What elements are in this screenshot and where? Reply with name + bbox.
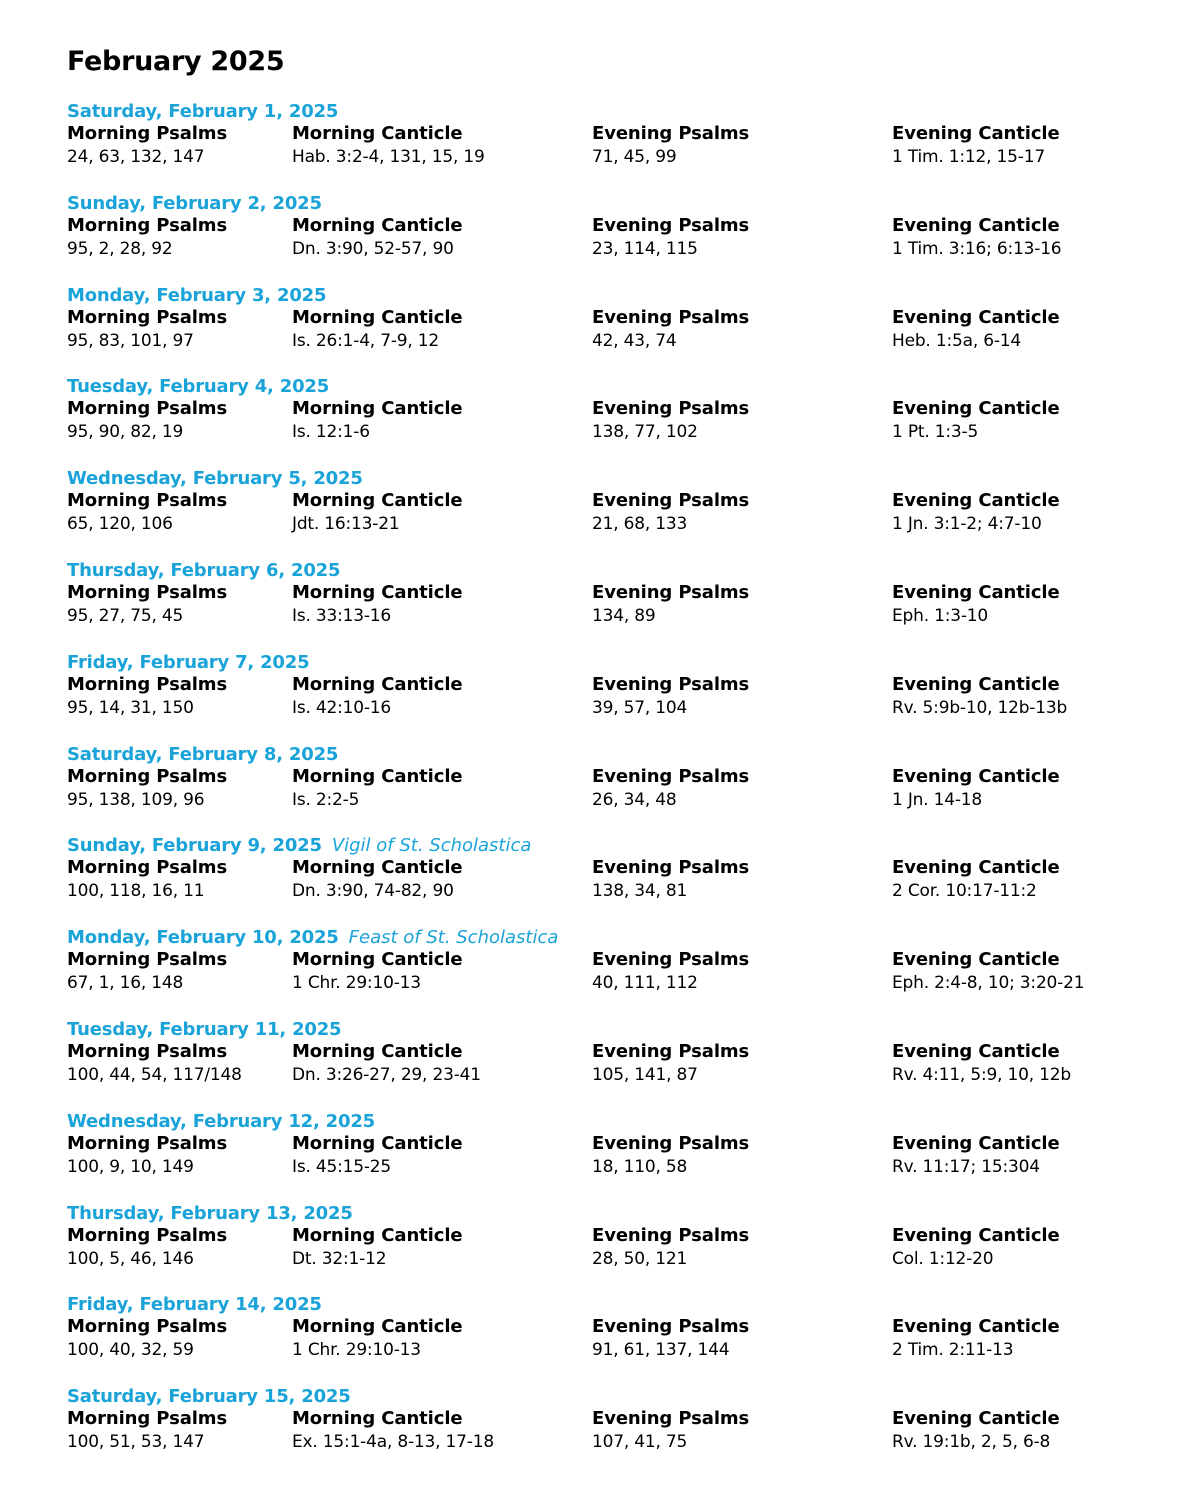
evening-canticle-value: Eph. 1:3-10: [892, 606, 989, 626]
morning-canticle-label: Morning Canticle: [292, 215, 463, 236]
evening-canticle-label: Evening Canticle: [892, 398, 1060, 419]
morning-psalms-value: 100, 40, 32, 59: [67, 1340, 194, 1360]
evening-canticle-column: [892, 1224, 1060, 1271]
day-date: Friday, February 7, 2025: [67, 652, 310, 673]
morning-psalms-column: [67, 673, 227, 720]
day-feast: Vigil of St. Scholastica: [331, 835, 532, 856]
evening-canticle-column: [892, 948, 1084, 995]
day-heading: [67, 834, 531, 858]
evening-canticle-label: Evening Canticle: [892, 1133, 1060, 1154]
morning-psalms-column: [67, 1040, 242, 1087]
day-date: Tuesday, February 4, 2025: [67, 376, 330, 397]
evening-canticle-value: Rv. 5:9b-10, 12b-13b: [892, 698, 1068, 718]
morning-psalms-label: Morning Psalms: [67, 857, 228, 878]
morning-psalms-value: 95, 83, 101, 97: [67, 331, 194, 351]
evening-psalms-label: Evening Psalms: [592, 949, 750, 970]
day-heading: [67, 1202, 353, 1226]
morning-canticle-column: [292, 214, 463, 261]
evening-psalms-label: Evening Psalms: [592, 215, 750, 236]
evening-canticle-column: [892, 581, 1060, 628]
morning-psalms-label: Morning Psalms: [67, 1133, 228, 1154]
morning-canticle-label: Morning Canticle: [292, 766, 463, 787]
evening-psalms-column: [592, 122, 749, 169]
day-entry: [67, 284, 1167, 364]
evening-psalms-label: Evening Psalms: [592, 766, 750, 787]
evening-canticle-value: 2 Cor. 10:17-11:2: [892, 881, 1037, 901]
evening-canticle-column: [892, 1407, 1060, 1454]
evening-canticle-column: [892, 397, 1060, 444]
evening-canticle-label: Evening Canticle: [892, 490, 1060, 511]
evening-psalms-column: [592, 1407, 749, 1454]
morning-psalms-label: Morning Psalms: [67, 490, 228, 511]
evening-psalms-value: 71, 45, 99: [592, 147, 677, 167]
day-heading: [67, 467, 363, 491]
morning-psalms-label: Morning Psalms: [67, 949, 228, 970]
evening-psalms-label: Evening Psalms: [592, 1041, 750, 1062]
evening-psalms-label: Evening Psalms: [592, 398, 750, 419]
day-entry: [67, 1110, 1167, 1190]
evening-canticle-label: Evening Canticle: [892, 123, 1060, 144]
day-date: Friday, February 14, 2025: [67, 1294, 322, 1315]
evening-canticle-label: Evening Canticle: [892, 1225, 1060, 1246]
morning-psalms-column: [67, 856, 227, 903]
day-heading: [67, 743, 338, 767]
evening-canticle-value: 1 Tim. 3:16; 6:13-16: [892, 239, 1062, 259]
day-heading: [67, 100, 338, 124]
evening-psalms-column: [592, 489, 749, 536]
evening-psalms-column: [592, 948, 749, 995]
evening-psalms-label: Evening Psalms: [592, 1133, 750, 1154]
evening-psalms-value: 39, 57, 104: [592, 698, 688, 718]
evening-psalms-value: 107, 41, 75: [592, 1432, 688, 1452]
morning-psalms-column: [67, 581, 227, 628]
evening-canticle-column: [892, 122, 1060, 169]
evening-canticle-label: Evening Canticle: [892, 766, 1060, 787]
morning-psalms-label: Morning Psalms: [67, 766, 228, 787]
evening-psalms-column: [592, 214, 749, 261]
day-entry: [67, 651, 1167, 731]
morning-psalms-column: [67, 1315, 227, 1362]
morning-psalms-column: [67, 1407, 227, 1454]
morning-canticle-column: [292, 1040, 481, 1087]
evening-canticle-value: Eph. 2:4-8, 10; 3:20-21: [892, 973, 1085, 993]
day-entry: [67, 1202, 1167, 1282]
morning-psalms-label: Morning Psalms: [67, 674, 228, 695]
evening-psalms-column: [592, 581, 749, 628]
morning-canticle-value: Ex. 15:1-4a, 8-13, 17-18: [292, 1432, 494, 1452]
morning-psalms-value: 95, 27, 75, 45: [67, 606, 184, 626]
evening-canticle-label: Evening Canticle: [892, 1041, 1060, 1062]
day-date: Thursday, February 6, 2025: [67, 560, 341, 581]
day-feast: Feast of St. Scholastica: [348, 927, 559, 948]
morning-canticle-label: Morning Canticle: [292, 1408, 463, 1429]
evening-canticle-column: [892, 765, 1060, 812]
morning-psalms-label: Morning Psalms: [67, 307, 228, 328]
morning-canticle-value: 1 Chr. 29:10-13: [292, 1340, 421, 1360]
day-date: Sunday, February 9, 2025: [67, 835, 322, 856]
evening-psalms-column: [592, 1224, 749, 1271]
evening-canticle-value: Heb. 1:5a, 6-14: [892, 331, 1022, 351]
evening-psalms-label: Evening Psalms: [592, 1225, 750, 1246]
day-entry: [67, 743, 1167, 823]
morning-canticle-value: Jdt. 16:13-21: [292, 514, 400, 534]
evening-psalms-label: Evening Psalms: [592, 674, 750, 695]
evening-canticle-label: Evening Canticle: [892, 674, 1060, 695]
morning-canticle-column: [292, 1224, 463, 1271]
day-entry: [67, 1385, 1167, 1465]
day-entry: [67, 1018, 1167, 1098]
day-entry: [67, 467, 1167, 547]
morning-psalms-column: [67, 397, 227, 444]
evening-psalms-column: [592, 1040, 749, 1087]
morning-canticle-label: Morning Canticle: [292, 1316, 463, 1337]
morning-canticle-column: [292, 1315, 463, 1362]
evening-canticle-label: Evening Canticle: [892, 1408, 1060, 1429]
day-entry: [67, 559, 1167, 639]
morning-psalms-column: [67, 122, 227, 169]
morning-canticle-column: [292, 765, 463, 812]
morning-canticle-value: Dn. 3:26-27, 29, 23-41: [292, 1065, 481, 1085]
morning-psalms-value: 24, 63, 132, 147: [67, 147, 205, 167]
evening-psalms-label: Evening Psalms: [592, 582, 750, 603]
morning-canticle-label: Morning Canticle: [292, 1041, 463, 1062]
evening-canticle-label: Evening Canticle: [892, 307, 1060, 328]
morning-canticle-label: Morning Canticle: [292, 307, 463, 328]
day-date: Saturday, February 1, 2025: [67, 101, 339, 122]
evening-canticle-column: [892, 1315, 1060, 1362]
evening-canticle-value: Rv. 19:1b, 2, 5, 6-8: [892, 1432, 1051, 1452]
evening-psalms-value: 18, 110, 58: [592, 1157, 688, 1177]
day-date: Saturday, February 15, 2025: [67, 1386, 351, 1407]
evening-psalms-value: 40, 111, 112: [592, 973, 698, 993]
evening-canticle-column: [892, 1132, 1060, 1179]
evening-psalms-label: Evening Psalms: [592, 123, 750, 144]
evening-canticle-column: [892, 856, 1060, 903]
evening-canticle-column: [892, 214, 1061, 261]
evening-canticle-label: Evening Canticle: [892, 582, 1060, 603]
morning-canticle-label: Morning Canticle: [292, 1225, 463, 1246]
morning-canticle-column: [292, 948, 463, 995]
evening-psalms-value: 23, 114, 115: [592, 239, 698, 259]
day-date: Monday, February 3, 2025: [67, 285, 327, 306]
evening-canticle-column: [892, 306, 1060, 353]
morning-canticle-label: Morning Canticle: [292, 949, 463, 970]
morning-canticle-column: [292, 306, 463, 353]
evening-psalms-column: [592, 1132, 749, 1179]
page-title: February 2025: [67, 46, 285, 77]
evening-canticle-value: Col. 1:12-20: [892, 1249, 994, 1269]
evening-psalms-value: 105, 141, 87: [592, 1065, 698, 1085]
morning-canticle-label: Morning Canticle: [292, 123, 463, 144]
morning-psalms-label: Morning Psalms: [67, 582, 228, 603]
morning-canticle-label: Morning Canticle: [292, 1133, 463, 1154]
morning-psalms-value: 67, 1, 16, 148: [67, 973, 184, 993]
day-date: Thursday, February 13, 2025: [67, 1203, 353, 1224]
evening-psalms-value: 26, 34, 48: [592, 790, 677, 810]
morning-canticle-value: Is. 12:1-6: [292, 422, 370, 442]
evening-canticle-value: Rv. 11:17; 15:304: [892, 1157, 1040, 1177]
day-heading: [67, 926, 558, 950]
morning-canticle-column: [292, 397, 463, 444]
day-heading: [67, 1293, 322, 1317]
day-entry: [67, 192, 1167, 272]
morning-canticle-column: [292, 1132, 463, 1179]
evening-canticle-value: 1 Tim. 1:12, 15-17: [892, 147, 1045, 167]
morning-psalms-value: 95, 138, 109, 96: [67, 790, 205, 810]
morning-psalms-value: 100, 5, 46, 146: [67, 1249, 194, 1269]
day-date: Wednesday, February 12, 2025: [67, 1111, 375, 1132]
evening-psalms-column: [592, 765, 749, 812]
evening-canticle-value: 1 Pt. 1:3-5: [892, 422, 979, 442]
evening-canticle-label: Evening Canticle: [892, 1316, 1060, 1337]
day-heading: [67, 284, 326, 308]
evening-psalms-value: 138, 34, 81: [592, 881, 688, 901]
evening-psalms-label: Evening Psalms: [592, 1316, 750, 1337]
evening-canticle-value: 1 Jn. 3:1-2; 4:7-10: [892, 514, 1042, 534]
evening-psalms-value: 134, 89: [592, 606, 656, 626]
evening-psalms-column: [592, 1315, 749, 1362]
morning-psalms-column: [67, 948, 227, 995]
morning-psalms-column: [67, 489, 227, 536]
morning-psalms-label: Morning Psalms: [67, 1041, 228, 1062]
evening-psalms-value: 28, 50, 121: [592, 1249, 688, 1269]
evening-canticle-column: [892, 1040, 1071, 1087]
day-date: Sunday, February 2, 2025: [67, 193, 322, 214]
morning-canticle-label: Morning Canticle: [292, 490, 463, 511]
day-date: Monday, February 10, 2025: [67, 927, 339, 948]
morning-canticle-column: [292, 856, 463, 903]
day-entry: [67, 834, 1167, 914]
morning-psalms-label: Morning Psalms: [67, 1225, 228, 1246]
morning-psalms-label: Morning Psalms: [67, 123, 228, 144]
evening-psalms-value: 138, 77, 102: [592, 422, 698, 442]
morning-canticle-column: [292, 581, 463, 628]
evening-psalms-label: Evening Psalms: [592, 307, 750, 328]
morning-canticle-column: [292, 1407, 494, 1454]
morning-psalms-column: [67, 306, 227, 353]
day-date: Saturday, February 8, 2025: [67, 744, 339, 765]
evening-canticle-label: Evening Canticle: [892, 857, 1060, 878]
morning-psalms-value: 100, 9, 10, 149: [67, 1157, 194, 1177]
morning-canticle-label: Morning Canticle: [292, 582, 463, 603]
evening-psalms-column: [592, 673, 749, 720]
day-entry: [67, 375, 1167, 455]
morning-canticle-value: Is. 26:1-4, 7-9, 12: [292, 331, 440, 351]
morning-canticle-label: Morning Canticle: [292, 857, 463, 878]
day-heading: [67, 1018, 341, 1042]
evening-canticle-label: Evening Canticle: [892, 215, 1060, 236]
evening-psalms-label: Evening Psalms: [592, 1408, 750, 1429]
morning-canticle-value: Dn. 3:90, 52-57, 90: [292, 239, 454, 259]
morning-psalms-value: 95, 2, 28, 92: [67, 239, 173, 259]
morning-psalms-label: Morning Psalms: [67, 215, 228, 236]
evening-canticle-column: [892, 673, 1067, 720]
evening-canticle-value: 1 Jn. 14-18: [892, 790, 983, 810]
day-heading: [67, 1110, 375, 1134]
morning-psalms-column: [67, 214, 227, 261]
morning-psalms-column: [67, 1224, 227, 1271]
evening-psalms-column: [592, 856, 749, 903]
day-entry: [67, 926, 1167, 1006]
evening-canticle-value: Rv. 4:11, 5:9, 10, 12b: [892, 1065, 1071, 1085]
day-date: Wednesday, February 5, 2025: [67, 468, 363, 489]
morning-psalms-label: Morning Psalms: [67, 398, 228, 419]
morning-canticle-value: Is. 2:2-5: [292, 790, 360, 810]
day-heading: [67, 375, 329, 399]
morning-psalms-value: 100, 44, 54, 117/148: [67, 1065, 242, 1085]
morning-psalms-label: Morning Psalms: [67, 1408, 228, 1429]
morning-psalms-value: 65, 120, 106: [67, 514, 173, 534]
evening-canticle-column: [892, 489, 1060, 536]
day-entry: [67, 1293, 1167, 1373]
evening-psalms-label: Evening Psalms: [592, 857, 750, 878]
day-date: Tuesday, February 11, 2025: [67, 1019, 342, 1040]
day-heading: [67, 1385, 351, 1409]
morning-canticle-value: Hab. 3:2-4, 131, 15, 19: [292, 147, 485, 167]
morning-canticle-value: Is. 42:10-16: [292, 698, 392, 718]
evening-canticle-label: Evening Canticle: [892, 949, 1060, 970]
day-heading: [67, 651, 309, 675]
morning-canticle-label: Morning Canticle: [292, 674, 463, 695]
evening-psalms-column: [592, 397, 749, 444]
morning-canticle-value: Dt. 32:1-12: [292, 1249, 387, 1269]
morning-psalms-value: 95, 14, 31, 150: [67, 698, 194, 718]
morning-psalms-column: [67, 1132, 227, 1179]
morning-canticle-value: 1 Chr. 29:10-13: [292, 973, 421, 993]
evening-psalms-value: 21, 68, 133: [592, 514, 688, 534]
morning-canticle-column: [292, 122, 485, 169]
morning-psalms-column: [67, 765, 227, 812]
morning-canticle-label: Morning Canticle: [292, 398, 463, 419]
evening-psalms-value: 91, 61, 137, 144: [592, 1340, 730, 1360]
morning-psalms-value: 100, 51, 53, 147: [67, 1432, 205, 1452]
morning-psalms-value: 100, 118, 16, 11: [67, 881, 205, 901]
day-heading: [67, 559, 340, 583]
morning-psalms-label: Morning Psalms: [67, 1316, 228, 1337]
morning-psalms-value: 95, 90, 82, 19: [67, 422, 184, 442]
morning-canticle-column: [292, 673, 463, 720]
morning-canticle-value: Is. 45:15-25: [292, 1157, 392, 1177]
morning-canticle-column: [292, 489, 463, 536]
evening-canticle-value: 2 Tim. 2:11-13: [892, 1340, 1014, 1360]
evening-psalms-column: [592, 306, 749, 353]
morning-canticle-value: Dn. 3:90, 74-82, 90: [292, 881, 454, 901]
day-heading: [67, 192, 322, 216]
evening-psalms-value: 42, 43, 74: [592, 331, 677, 351]
evening-psalms-label: Evening Psalms: [592, 490, 750, 511]
morning-canticle-value: Is. 33:13-16: [292, 606, 392, 626]
day-entry: [67, 100, 1167, 180]
